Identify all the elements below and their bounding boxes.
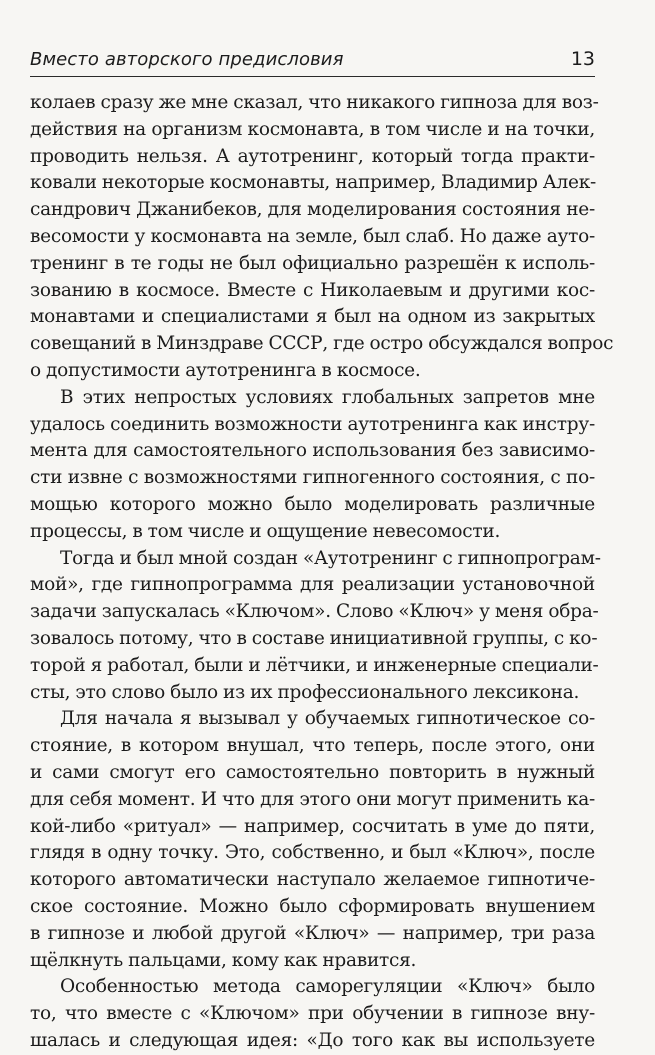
- text-line: и сами смогут его самостоятельно повторить в нужный: [30, 761, 595, 783]
- text-line: глядя в одну точку. Это, собственно, и был «Ключ», после: [30, 842, 595, 864]
- text-line: совещаний в Минздраве СССР, где остро обсуждался вопрос: [30, 333, 614, 355]
- text-line: Для начала я вызывал у обучаемых гипнотическое со-: [60, 708, 595, 730]
- text-line: удалось соединить возможности аутотренинга как инстру-: [30, 413, 595, 435]
- running-title: Вместо авторского предисловия: [30, 49, 344, 70]
- text-line: которого автоматически наступало желаемое гипнотиче-: [30, 869, 595, 891]
- text-line: для себя момент. И что для этого они могут применить ка-: [30, 788, 595, 810]
- paragraph: [30, 706, 595, 974]
- text-line: ское состояние. Можно было сформировать внушением: [30, 895, 595, 917]
- text-line: Особенностью метода саморегуляции «Ключ» было: [60, 976, 595, 998]
- text-line: кой-либо «ритуал» — например, сосчитать в уме до пяти,: [30, 815, 595, 837]
- text-line: стояние, в котором внушал, что теперь, после этого, они: [30, 735, 595, 757]
- text-line: Тогда и был мной создан «Аутотренинг с гипнопрограм-: [60, 547, 601, 569]
- paragraph: [30, 974, 595, 1054]
- text-line: сти извне с возможностями гипногенного состояния, с по-: [30, 467, 595, 489]
- text-line: зованию в космосе. Вместе с Николаевым и другими кос-: [30, 279, 595, 301]
- text-line: ковали некоторые космонавты, например, Владимир Алек-: [30, 172, 597, 194]
- text-line: то, что вместе с «Ключом» при обучении в гипнозе вну-: [30, 1003, 595, 1025]
- page-number: 13: [570, 48, 595, 70]
- page-header: [30, 48, 595, 77]
- paragraph: [30, 385, 595, 546]
- text-line: шалась и следующая идея: «До того как вы используете: [30, 1029, 595, 1051]
- text-line: В этих непростых условиях глобальных запретов мне: [60, 386, 595, 408]
- text-line: в гипнозе и любой другой «Ключ» — например, три раза: [30, 922, 595, 944]
- paragraph: [30, 90, 614, 385]
- text-line: колаев сразу же мне сказал, что никакого гипноза для воз-: [30, 92, 599, 113]
- text-line: задачи запускалась «Ключом». Слово «Ключ» у меня обра-: [30, 601, 599, 623]
- body-text: [30, 90, 614, 1055]
- text-line: тренинг в те годы не был официально разрешён к исполь-: [30, 252, 595, 274]
- text-line: мощью которого можно было моделировать различные: [30, 493, 595, 515]
- text-line: мой», где гипнопрограмма для реализации установочной: [30, 574, 595, 596]
- text-line: зовалось потому, что в составе инициативной группы, с ко-: [30, 627, 598, 649]
- paragraph: [30, 546, 601, 707]
- text-line: о допустимости аутотренинга в космосе.: [30, 359, 421, 381]
- text-line: процессы, в том числе и ощущение невесомости.: [30, 520, 501, 542]
- text-line: сандрович Джанибеков, для моделирования состояния не-: [30, 199, 595, 221]
- text-line: щёлкнуть пальцами, кому как нравится.: [30, 949, 417, 971]
- text-line: сты, это слово было из их профессионального лексикона.: [30, 681, 580, 703]
- text-line: весомости у космонавта на земле, был слаб. Но даже ауто-: [30, 225, 595, 247]
- text-line: действия на организм космонавта, в том числе и на точки,: [30, 118, 595, 140]
- text-line: торой я работал, были и лётчики, и инженерные специали-: [30, 654, 599, 676]
- text-line: проводить нельзя. А аутотренинг, который тогда практи-: [30, 145, 595, 167]
- text-line: монавтами и специалистами я был на одном из закрытых: [30, 306, 595, 328]
- text-line: мента для самостоятельного использования без зависимо-: [30, 440, 595, 462]
